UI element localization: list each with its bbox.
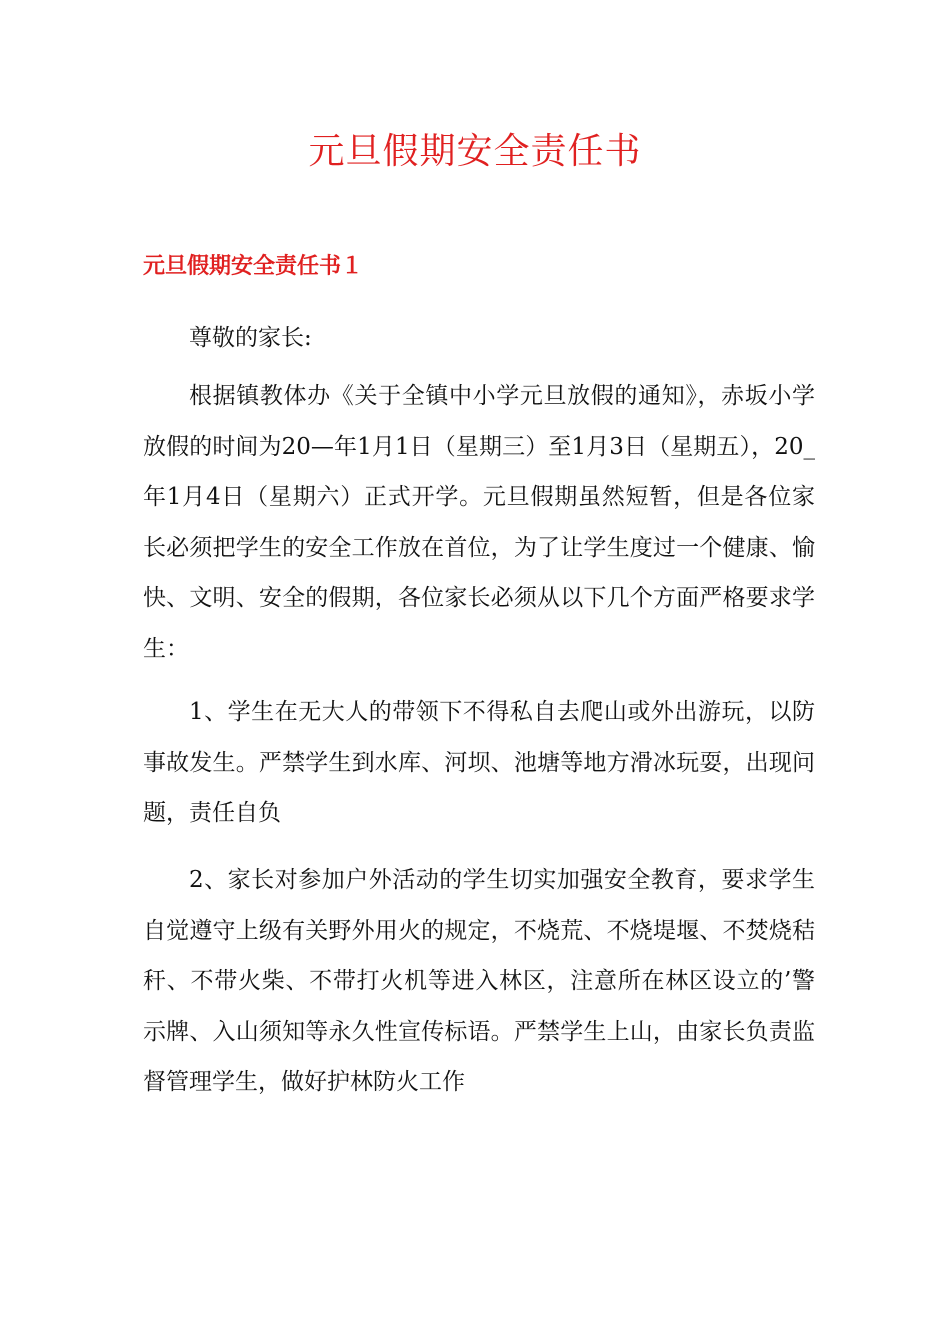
paragraph-item-1: 1、学生在无大人的带领下不得私自去爬山或外出游玩，以防事故发生。严禁学生到水库、河坝、池塘等地方滑冰玩耍，出现问题，责任自负: [143, 699, 815, 826]
paragraph-intro: 根据镇教体办《关于全镇中小学元旦放假的通知》，赤坂小学放假的时间为20—年1月1日（星期三）至1月3日（星期五），20_年1月4日（星期六）正式开学。元旦假期虽然短暂，但是各位家长必须把学生的安全工作放在首位，为了让学生度过一个健康、愉快、文明、安全的假期，各位家长必须从以下几个方面严格要求学生：: [143, 383, 815, 662]
greeting-line: 尊敬的家长:: [189, 325, 312, 351]
document-title: 元旦假期安全责任书: [308, 131, 642, 172]
section-title: 元旦假期安全责任书１: [143, 254, 364, 279]
paragraph-item-2: 2、家长对参加户外活动的学生切实加强安全教育，要求学生自觉遵守上级有关野外用火的规定，不烧荒、不烧堤堰、不焚烧秸秆、不带火柴、不带打火机等进入林区，注意所在林区设立的’警示牌、入山须知等永久性宣传标语。严禁学生上山，由家长负责监督管理学生，做好护林防火工作: [143, 867, 815, 1095]
